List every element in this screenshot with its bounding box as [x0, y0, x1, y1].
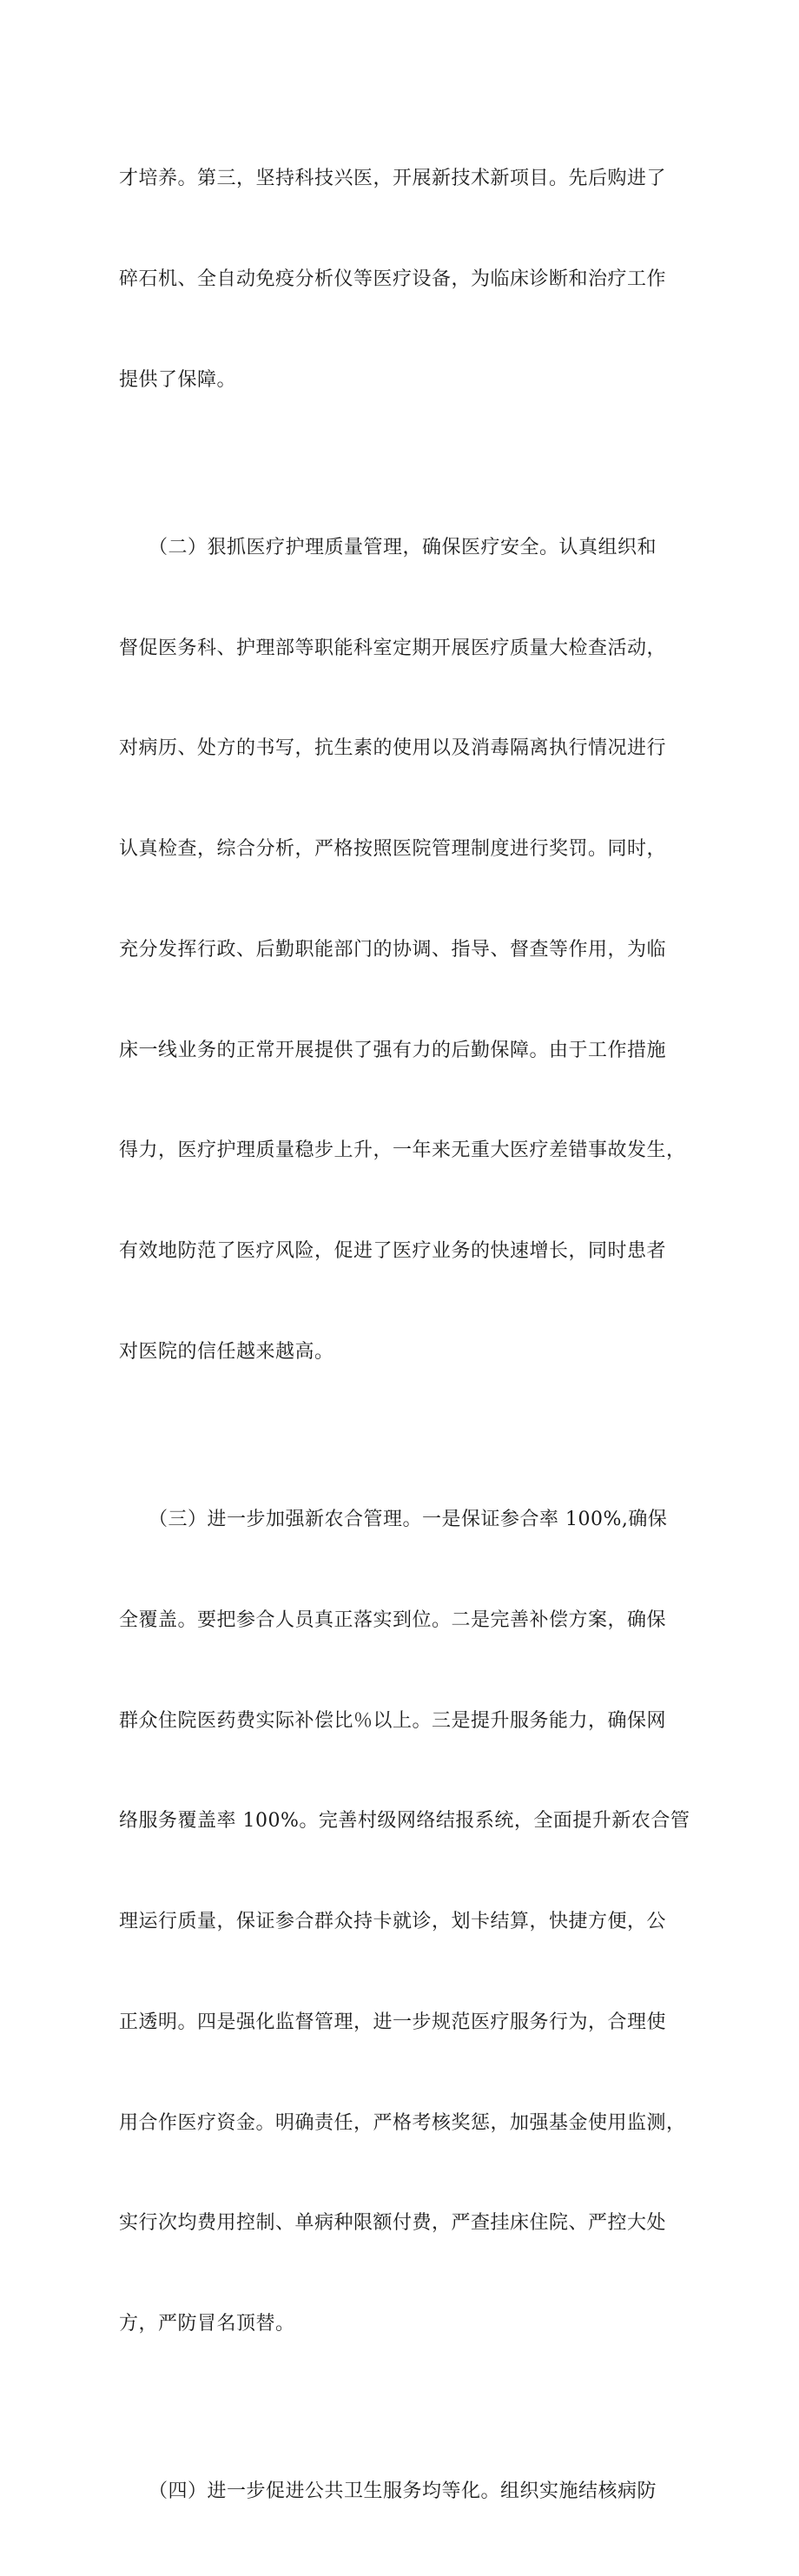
paragraph-section-2 [119, 465, 692, 1437]
text-line: 碎石机、全自动免疫分析仪等医疗设备，为临床诊断和治疗工作 [119, 268, 667, 290]
text-line: 群众住院医药费实际补偿比％以上。三是提升服务能力，确保网 [119, 1709, 667, 1732]
text-line: 正透明。四是强化监督管理，进一步规范医疗服务行为，合理使 [119, 2011, 667, 2033]
text-line: 充分发挥行政、后勤职能部门的协调、指导、督查等作用，为临 [119, 938, 667, 961]
text-line: 才培养。第三，坚持科技兴医，开展新技术新项目。先后购进了 [119, 168, 667, 190]
text-line: 认真检查，综合分析，严格按照医院管理制度进行奖罚。同时， [119, 838, 667, 861]
document-body [119, 96, 692, 2576]
text-line: 全覆盖。要把参合人员真正落实到位。二是完善补偿方案，确保 [119, 1608, 667, 1631]
text-line: 实行次均费用控制、单病种限额付费，严查挂床住院、严控大处 [119, 2212, 667, 2235]
text-line: 对医院的信任越来越高。 [119, 1340, 334, 1363]
text-line: 床一线业务的正常开展提供了强有力的后勤保障。由于工作措施 [119, 1039, 667, 1061]
text-line: 方，严防冒名顶替。 [119, 2313, 295, 2335]
paragraph-section-3 [119, 1437, 692, 2408]
text-line: 得力，医疗护理质量稳步上升，一年来无重大医疗差错事故发生， [119, 1139, 686, 1162]
text-line: （四）进一步促进公共卫生服务均等化。组织实施结核病防 [119, 2480, 657, 2503]
text-line: 提供了保障。 [119, 368, 237, 391]
text-line: 用合作医疗资金。明确责任，严格考核奖惩，加强基金使用监测， [119, 2111, 686, 2134]
paragraph-section-4 [119, 2408, 692, 2576]
text-line: 对病历、处方的书写，抗生素的使用以及消毒隔离执行情况进行 [119, 737, 667, 760]
text-line: （二）狠抓医疗护理质量管理，确保医疗安全。认真组织和 [119, 536, 657, 558]
text-line: （三）进一步加强新农合管理。一是保证参合率 100%,确保 [119, 1508, 668, 1530]
paragraph-continued [119, 96, 692, 465]
text-line: 络服务覆盖率 100%。完善村级网络结报系统，全面提升新农合管 [119, 1810, 690, 1833]
text-line: 有效地防范了医疗风险，促进了医疗业务的快速增长，同时患者 [119, 1240, 667, 1263]
text-line: 督促医务科、护理部等职能科室定期开展医疗质量大检查活动， [119, 637, 667, 659]
text-line: 理运行质量，保证参合群众持卡就诊，划卡结算，快捷方便，公 [119, 1911, 667, 1933]
